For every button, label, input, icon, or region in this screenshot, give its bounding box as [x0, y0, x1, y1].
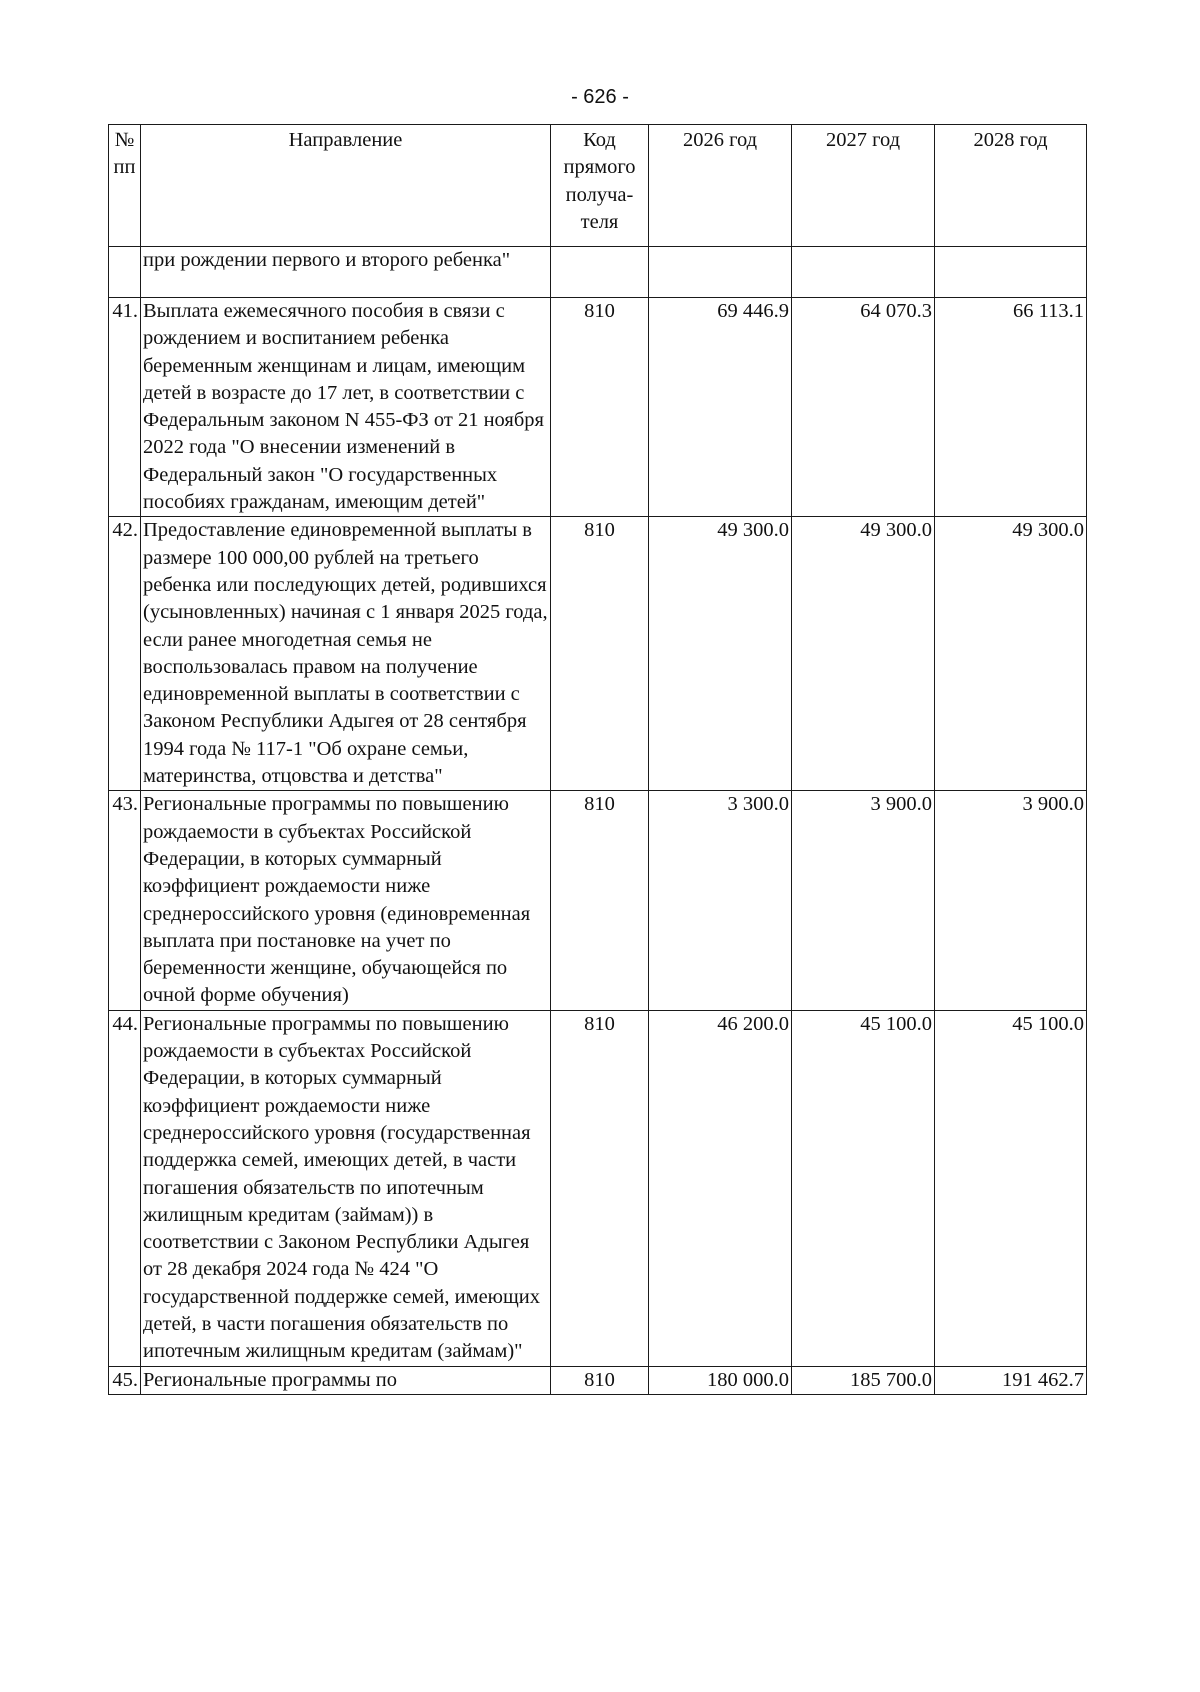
row-code: 810: [551, 517, 649, 791]
row-num: 45.: [109, 1366, 141, 1394]
row-2028: 66 113.1: [935, 298, 1087, 517]
row-2027: 64 070.3: [792, 298, 935, 517]
row-num: [109, 247, 141, 298]
row-2027: [792, 247, 935, 298]
row-code: 810: [551, 298, 649, 517]
row-code: [551, 247, 649, 298]
budget-table: [108, 124, 1087, 1395]
row-num: 41.: [109, 298, 141, 517]
header-code: Код прямого получа-теля: [551, 125, 649, 247]
row-2027: 3 900.0: [792, 791, 935, 1010]
header-direction: Направление: [141, 125, 551, 247]
table-row: [109, 791, 1087, 1010]
header-2028: 2028 год: [935, 125, 1087, 247]
row-direction: Региональные программы по повышению рождаемости в субъектах Российской Федерации, в которых суммарный коэффициент рождаемости ниже среднероссийского уровня (единовременная выплата при постановке на учет по беременности женщине, обучающейся по очной форме обучения): [141, 791, 551, 1010]
row-code: 810: [551, 791, 649, 1010]
row-direction: Предоставление единовременной выплаты в размере 100 000,00 рублей на третьего ребенка или последующих детей, родившихся (усыновленных) начиная с 1 января 2025 года, если ранее многодетная семья не воспользовалась правом на получение единовременной выплаты в соответствии с Законом Республики Адыгея от 28 сентября 1994 года № 117-1 "Об охране семьи, материнства, отцовства и детства": [141, 517, 551, 791]
row-direction: Региональные программы по повышению рождаемости в субъектах Российской Федерации, в которых суммарный коэффициент рождаемости ниже среднероссийского уровня (государственная поддержка семей, имеющих детей, в части погашения обязательств по ипотечным жилищным кредитам (займам)) в соответствии с Законом Республики Адыгея от 28 декабря 2024 года № 424 "О государственной поддержке семей, имеющих детей, в части погашения обязательств по ипотечным жилищным кредитам (займам)": [141, 1010, 551, 1366]
table-header-row: [109, 125, 1087, 247]
row-2028: 3 900.0: [935, 791, 1087, 1010]
row-2026: 46 200.0: [649, 1010, 792, 1366]
row-direction: Региональные программы по: [141, 1366, 551, 1394]
row-2028: 45 100.0: [935, 1010, 1087, 1366]
row-2028: 49 300.0: [935, 517, 1087, 791]
row-2028: [935, 247, 1087, 298]
row-2026: 180 000.0: [649, 1366, 792, 1394]
table-row: [109, 298, 1087, 517]
table-row: [109, 517, 1087, 791]
row-direction: Выплата ежемесячного пособия в связи с рождением и воспитанием ребенка беременным женщинам и лицам, имеющим детей в возрасте до 17 лет, в соответствии с Федеральным законом N 455-ФЗ от 21 ноября 2022 года "О внесении изменений в Федеральный закон "О государственных пособиях гражданам, имеющим детей": [141, 298, 551, 517]
table-row-continuation: [109, 247, 1087, 298]
row-num: 42.: [109, 517, 141, 791]
row-2026: [649, 247, 792, 298]
row-num: 44.: [109, 1010, 141, 1366]
row-2027: 49 300.0: [792, 517, 935, 791]
row-2027: 45 100.0: [792, 1010, 935, 1366]
table-row: [109, 1366, 1087, 1394]
row-2027: 185 700.0: [792, 1366, 935, 1394]
header-2027: 2027 год: [792, 125, 935, 247]
row-2026: 49 300.0: [649, 517, 792, 791]
table-row: [109, 1010, 1087, 1366]
header-2026: 2026 год: [649, 125, 792, 247]
row-direction: при рождении первого и второго ребенка": [141, 247, 551, 298]
row-code: 810: [551, 1366, 649, 1394]
row-code: 810: [551, 1010, 649, 1366]
row-2026: 69 446.9: [649, 298, 792, 517]
row-2028: 191 462.7: [935, 1366, 1087, 1394]
page-number: - 626 -: [571, 86, 629, 108]
row-num: 43.: [109, 791, 141, 1010]
row-2026: 3 300.0: [649, 791, 792, 1010]
header-num: № пп: [109, 125, 141, 247]
